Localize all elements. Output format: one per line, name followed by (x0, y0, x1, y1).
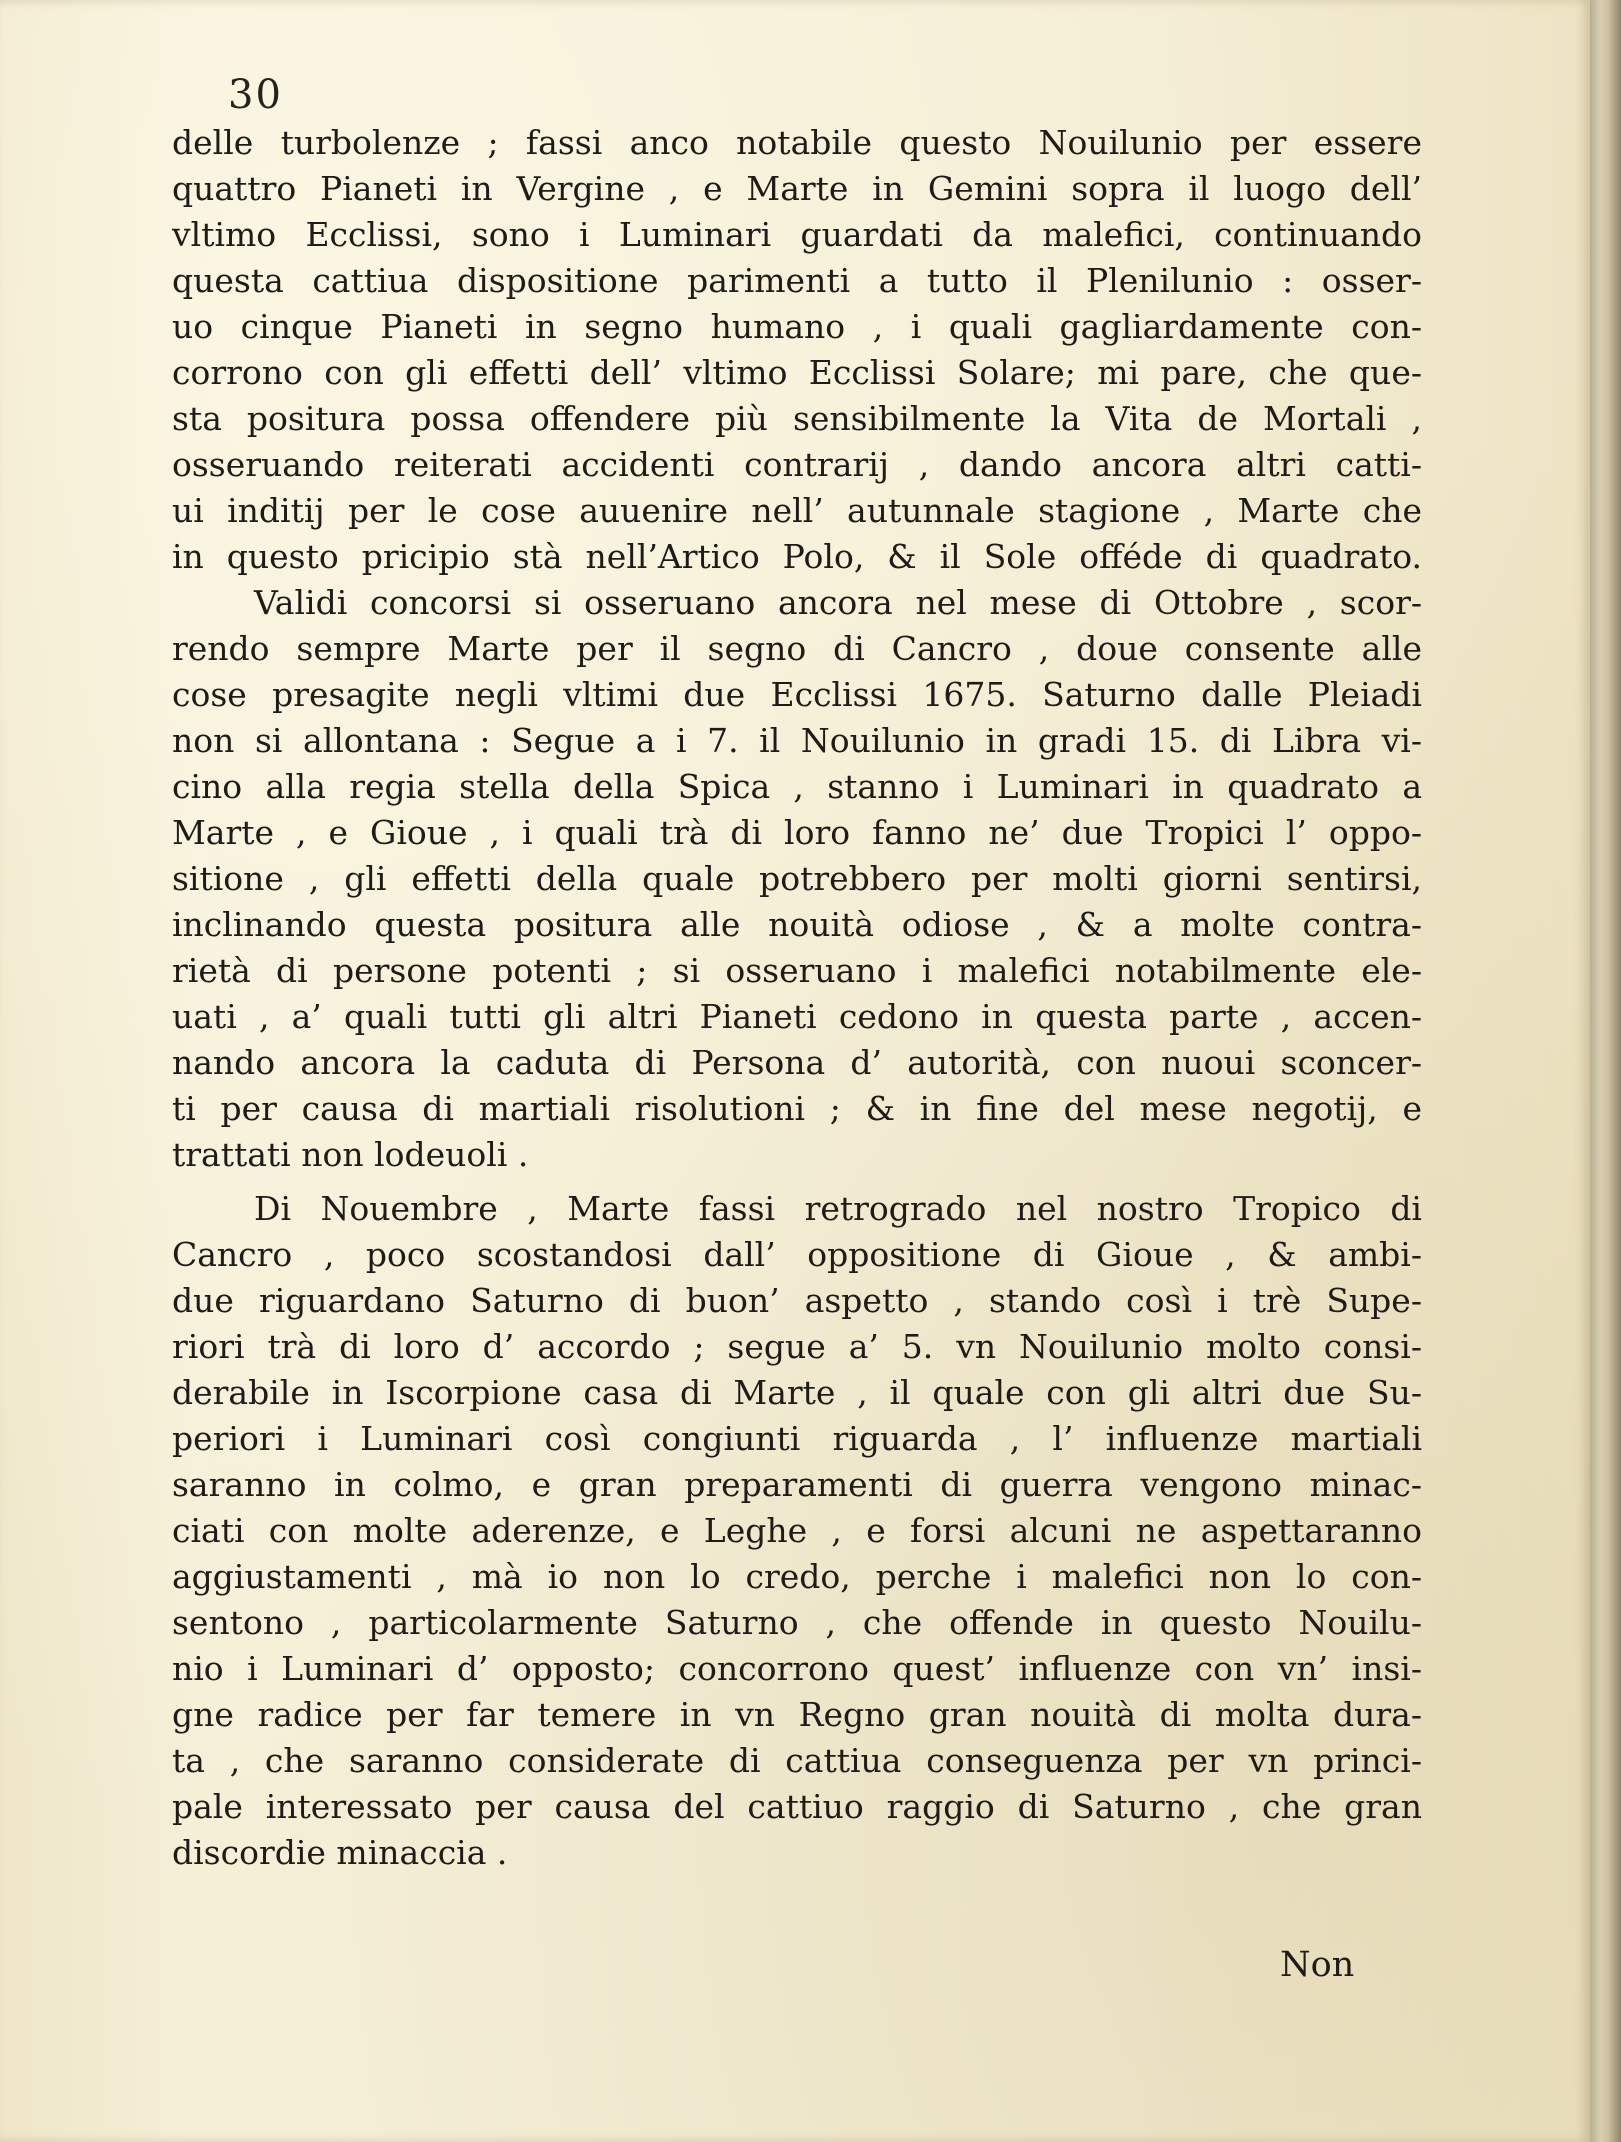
text-line: sentono , particolarmente Saturno , che offende in questo Nouilu- (172, 1603, 1422, 1642)
text-line: vltimo Ecclissi, sono i Luminari guardati da malefici, continuando (172, 215, 1422, 254)
text-line: Cancro , poco scostandosi dall’ oppositione di Gioue , & ambi- (172, 1235, 1422, 1274)
text-line: inclinando questa positura alle nouità odiose , & a molte contra- (172, 905, 1422, 944)
paragraph-2 (172, 580, 1422, 1178)
text-line: trattati non lodeuoli . (172, 1135, 529, 1174)
text-line: in questo pricipio stà nell’Artico Polo, & il Sole offéde di quadrato. (172, 537, 1422, 576)
text-line: sitione , gli effetti della quale potrebbero per molti giorni sentirsi, (172, 859, 1422, 898)
text-line: nio i Luminari d’ opposto; concorrono quest’ influenze con vn’ insi- (172, 1649, 1422, 1688)
text-line: Marte , e Gioue , i quali trà di loro fanno ne’ due Tropici l’ oppo- (172, 813, 1422, 852)
text-line: questa cattiua dispositione parimenti a tutto il Plenilunio : osser- (172, 261, 1422, 300)
text-line: nando ancora la caduta di Persona d’ autorità, con nuoui sconcer- (172, 1043, 1422, 1082)
text-line: quattro Pianeti in Vergine , e Marte in Gemini sopra il luogo dell’ (172, 169, 1422, 208)
text-line: derabile in Iscorpione casa di Marte , il quale con gli altri due Su- (172, 1373, 1422, 1412)
text-line: gne radice per far temere in vn Regno gran nouità di molta dura- (172, 1695, 1422, 1734)
text-line: corrono con gli effetti dell’ vltimo Ecclissi Solare; mi pare, che que- (172, 353, 1422, 392)
text-line: saranno in colmo, e gran preparamenti di guerra vengono minac- (172, 1465, 1422, 1504)
text-line: riori trà di loro d’ accordo ; segue a’ 5. vn Nouilunio molto consi- (172, 1327, 1422, 1366)
text-line: sta positura possa offendere più sensibilmente la Vita de Mortali , (172, 399, 1422, 438)
text-line: aggiustamenti , mà io non lo credo, perche i malefici non lo con- (172, 1557, 1422, 1596)
text-line: Di Nouembre , Marte fassi retrogrado nel nostro Tropico di (254, 1189, 1422, 1228)
text-line: ciati con molte aderenze, e Leghe , e forsi alcuni ne aspettaranno (172, 1511, 1422, 1550)
text-line: non si allontana : Segue a i 7. il Nouilunio in gradi 15. di Libra vi- (172, 721, 1422, 760)
text-line: cose presagite negli vltimi due Ecclissi 1675. Saturno dalle Pleiadi (172, 675, 1422, 714)
text-line: due riguardano Saturno di buon’ aspetto , stando così i trè Supe- (172, 1281, 1422, 1320)
paragraph-gap (172, 1178, 1422, 1186)
text-line: ui inditij per le cose auuenire nell’ autunnale stagione , Marte che (172, 491, 1422, 530)
body-text (172, 120, 1422, 1876)
paragraph-1 (172, 120, 1422, 580)
page-number: 30 (228, 72, 283, 118)
catchword: Non (1280, 1945, 1355, 1985)
text-line: cino alla regia stella della Spica , stanno i Luminari in quadrato a (172, 767, 1422, 806)
paragraph-3 (172, 1186, 1422, 1876)
text-line: ti per causa di martiali risolutioni ; & in fine del mese negotij, e (172, 1089, 1422, 1128)
page-edge (1590, 0, 1621, 2142)
text-line: uo cinque Pianeti in segno humano , i quali gagliardamente con- (172, 307, 1422, 346)
text-line: osseruando reiterati accidenti contrarij , dando ancora altri catti- (172, 445, 1422, 484)
text-line: ta , che saranno considerate di cattiua conseguenza per vn princi- (172, 1741, 1422, 1780)
text-line: pale interessato per causa del cattiuo raggio di Saturno , che gran (172, 1787, 1422, 1826)
text-line: rietà di persone potenti ; si osseruano i malefici notabilmente ele- (172, 951, 1422, 990)
text-line: delle turbolenze ; fassi anco notabile questo Nouilunio per essere (172, 123, 1422, 162)
text-line: discordie minaccia . (172, 1833, 508, 1872)
text-line: Validi concorsi si osseruano ancora nel mese di Ottobre , scor- (254, 583, 1422, 622)
text-line: rendo sempre Marte per il segno di Cancro , doue consente alle (172, 629, 1422, 668)
text-line: uati , a’ quali tutti gli altri Pianeti cedono in questa parte , accen- (172, 997, 1422, 1036)
text-line: periori i Luminari così congiunti riguarda , l’ influenze martiali (172, 1419, 1422, 1458)
